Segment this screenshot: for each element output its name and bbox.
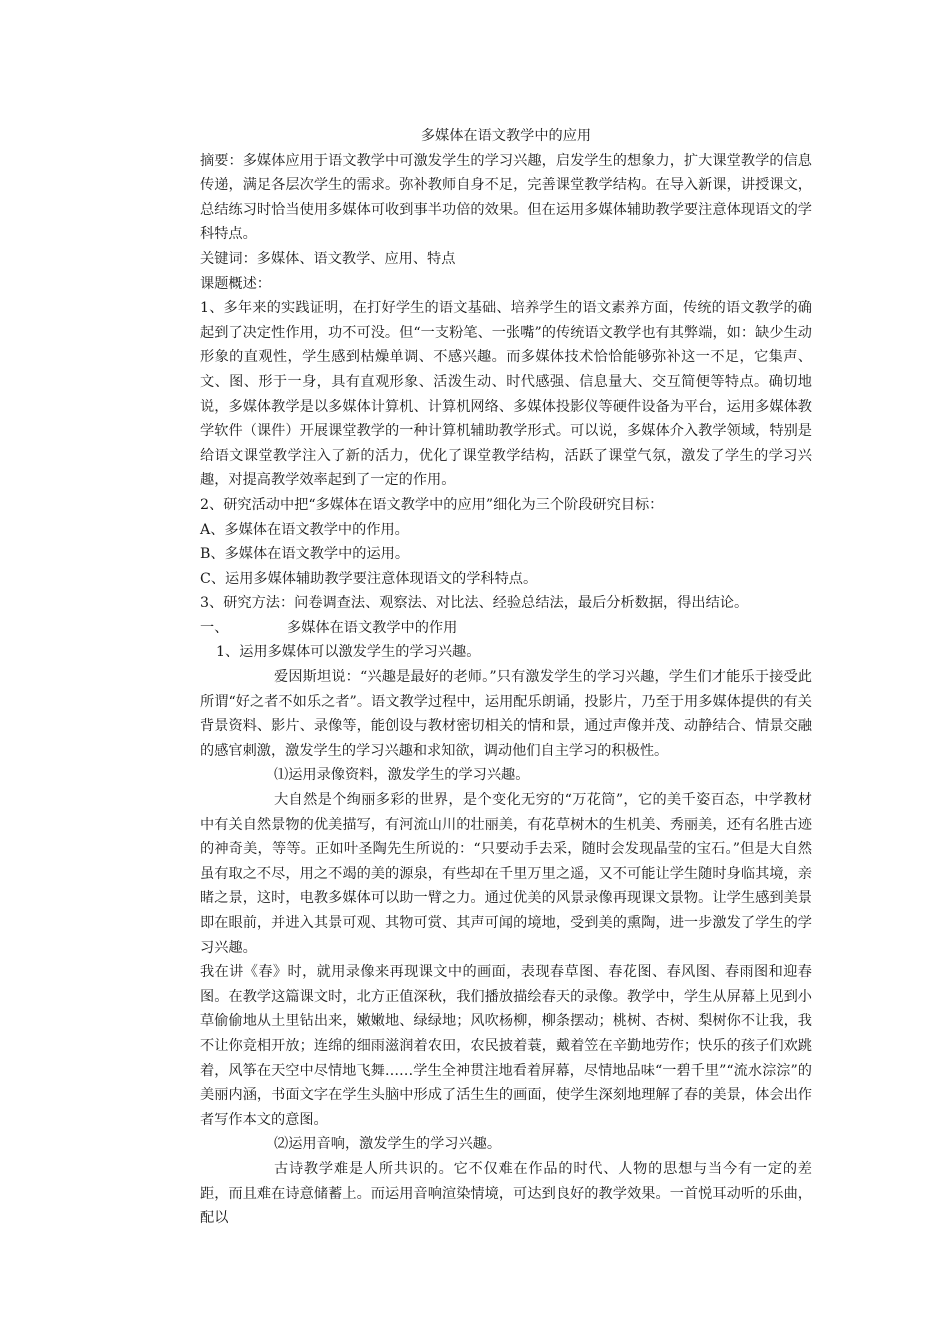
- keywords-line: 关键词：多媒体、语文教学、应用、特点: [200, 250, 456, 267]
- body-paragraph: 爱因斯坦说：“兴趣是最好的老师。”只有激发学生的学习兴趣，学生们才能乐于接受此所谓“好之者不如乐之者”。语文教学过程中，运用配乐朗诵，投影片，乃至于用多媒体提供的有关背景资料、影片、录像等，能创设与教材密切相关的情和景，通过声像并茂、动静结合、情景交融的感官刺激，激发学生的学习兴趣和求知欲，调动他们自主学习的积极性。: [200, 669, 812, 759]
- body-paragraph: 我在讲《春》时，就用录像来再现课文中的画面，表现春草图、春花图、春风图、春雨图和迎春图。在教学这篇课文时，北方正值深秋，我们播放描绘春天的录像。教学中，学生从屏幕上见到小草偷偷地从土里钻出来，嫩嫩地、绿绿地；风吹杨柳，柳条摆动；桃树、杏树、梨树你不让我，我不让你竞相开放；连绵的细雨滋润着农田，农民披着蓑，戴着笠在辛勤地劳作；快乐的孩子们欢跳着，风筝在天空中尽情地飞舞……学生全神贯注地看着屏幕，尽情地品味“一碧千里”“流水淙淙”的美丽内涵，书面文字在学生头脑中形成了活生生的画面，使学生深刻地理解了春的美景，体会出作者写作本文的意图。: [200, 964, 812, 1128]
- overview-label: 课题概述：: [200, 275, 271, 292]
- overview-paragraph-1: 1、多年来的实践证明，在打好学生的语文基础、培养学生的语文素养方面，传统的语文教学的确起到了决定性作用，功不可没。但“一支粉笔、一张嘴”的传统语文教学也有其弊端，如：缺少生动形象的直观性，学生感到枯燥单调、不感兴趣。而多媒体技术恰恰能够弥补这一不足，它集声、文、图、形于一身，具有直观形象、活泼生动、时代感强、信息量大、交互简便等特点。确切地说，多媒体教学是以多媒体计算机、计算机网络、多媒体投影仪等硬件设备为平台，运用多媒体教学软件（课件）开展课堂教学的一种计算机辅助教学形式。可以说，多媒体介入教学领域，特别是给语文课堂教学注入了新的活力，优化了课堂教学结构，活跃了课堂气氛，激发了学生的学习兴趣，对提高教学效率起到了一定的作用。: [200, 300, 812, 489]
- section-number: 一、: [200, 619, 229, 636]
- goal-a: A、多媒体在语文教学中的作用。: [200, 521, 409, 538]
- document-title: 多媒体在语文教学中的应用: [420, 128, 592, 144]
- section-title: 多媒体在语文教学中的作用: [287, 619, 458, 636]
- document-body: [200, 124, 812, 1231]
- body-paragraph: 古诗教学难是人所共识的。它不仅难在作品的时代、人物的思想与当今有一定的差距，而且难在诗意储蓄上。而运用音响渲染情境，可达到良好的教学效果。一首悦耳动听的乐曲，配以: [200, 1160, 812, 1227]
- goal-c: C、运用多媒体辅助教学要注意体现语文的学科特点。: [200, 570, 538, 587]
- overview-paragraph-3: 3、研究方法：问卷调查法、观察法、对比法、经验总结法，最后分析数据，得出结论。: [200, 595, 749, 612]
- item-heading-1: ⑴运用录像资料，激发学生的学习兴趣。: [274, 767, 530, 784]
- abstract-paragraph: 摘要：多媒体应用于语文教学中可激发学生的学习兴趣，启发学生的想象力，扩大课堂教学的信息传递，满足各层次学生的需求。弥补教师自身不足，完善课堂教学结构。在导入新课，讲授课文，总结练习时恰当使用多媒体可收到事半功倍的效果。但在运用多媒体辅助教学要注意体现语文的学科特点。: [200, 152, 812, 243]
- item-heading-2: ⑵运用音响，激发学生的学习兴趣。: [274, 1136, 502, 1153]
- body-paragraph: 大自然是个绚丽多彩的世界，是个变化无穷的“万花筒”，它的美千姿百态，中学教材中有关自然景物的优美描写，有河流山川的壮丽美，有花草树木的生机美、秀丽美，还有名胜古迹的神奇美，等等。正如叶圣陶先生所说的：“只要动手去采，随时会发现晶莹的宝石。”但是大自然虽有取之不尽，用之不竭的美的源泉，有些却在千里万里之遥，又不可能让学生随时身临其境，亲睹之景，这时，电教多媒体可以助一臂之力。通过优美的风景录像再现课文景物。让学生感到美景即在眼前，并进入其景可观、其物可赏、其声可闻的境地，受到美的熏陶，进一步激发了学生的学习兴趣。: [200, 792, 812, 956]
- subsection-heading-1: 1、运用多媒体可以激发学生的学习兴趣。: [216, 644, 481, 661]
- goal-b: B、多媒体在语文教学中的运用。: [200, 546, 410, 563]
- overview-paragraph-2: 2、研究活动中把“多媒体在语文教学中的应用”细化为三个阶段研究目标：: [200, 496, 664, 513]
- section-heading-1: [200, 616, 812, 641]
